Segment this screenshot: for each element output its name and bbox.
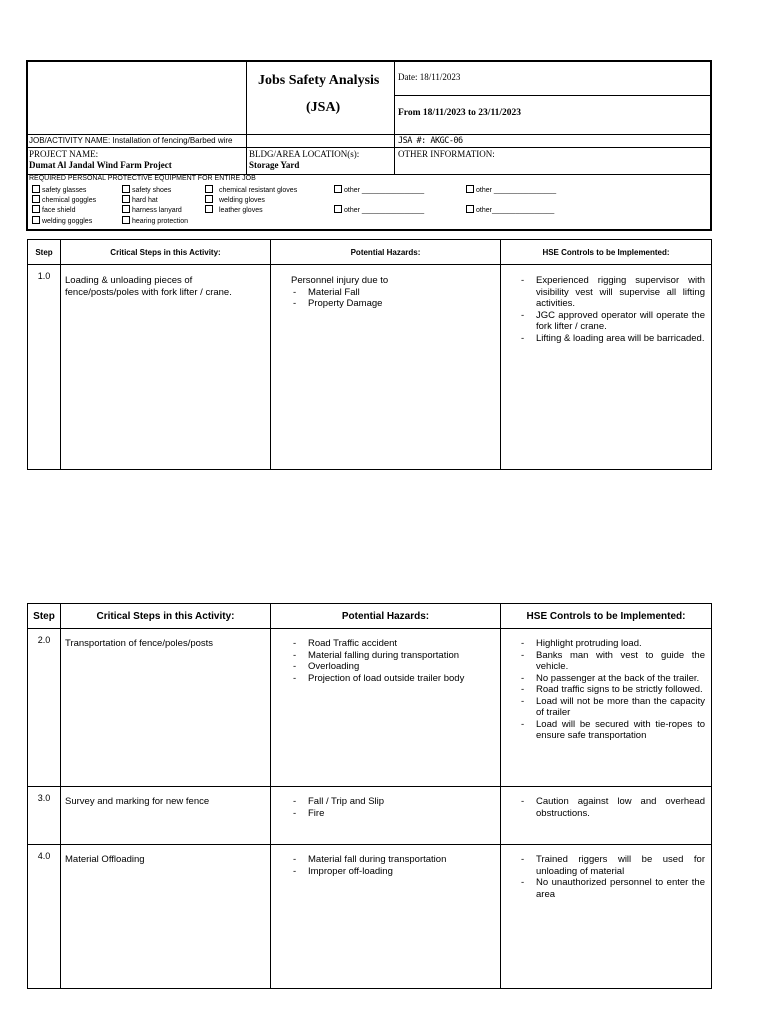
col-header-hse-controls: HSE Controls to be Implemented: [501, 240, 712, 265]
ppe-item-chemical-goggles[interactable]: chemical goggles [32, 195, 96, 205]
control-item: - Load will not be more than the capacity of trailer [519, 696, 705, 719]
jsa-table-2 [27, 603, 712, 989]
activity-cell: Loading & unloading pieces of fence/posts/poles with fork lifter / crane. [61, 265, 271, 470]
control-item: - No passenger at the back of the trailer. [519, 673, 705, 685]
header-divider [28, 147, 712, 148]
table-header-row [28, 604, 712, 629]
checkbox[interactable] [32, 195, 40, 203]
activity-cell: Material Offloading [61, 845, 271, 989]
activity-cell: Transportation of fence/poles/posts [61, 629, 271, 787]
hazard-intro: Personnel injury due to [291, 275, 389, 286]
ppe-item-harness-lanyard[interactable]: harness lanyard [122, 205, 182, 215]
control-item: - Load will be secured with tie-ropes to ensure safe transportation [519, 719, 705, 742]
jsa-label: JSA #: [398, 136, 426, 146]
ppe-item-hearing-protection[interactable]: hearing protection [122, 216, 188, 226]
hazard-item: - Overloading [291, 661, 496, 673]
header-divider [394, 62, 395, 175]
table-row [28, 787, 712, 845]
hazard-item: - Projection of load outside trailer body [291, 673, 496, 685]
col-header-potential-hazards: Potential Hazards: [271, 604, 501, 629]
document-subtitle: (JSA) [306, 100, 341, 115]
jsa-table-1 [27, 239, 712, 470]
checkbox[interactable] [466, 185, 474, 193]
col-header-step: Step [28, 240, 61, 265]
hazard-item: - Material falling during transportation [291, 650, 496, 662]
ppe-item-other[interactable]: other ________________ [466, 185, 556, 195]
control-item: - Highlight protruding load. [519, 638, 705, 650]
checkbox[interactable] [122, 205, 130, 213]
ppe-item-chemical-resistant-gloves[interactable]: chemical resistant gloves [205, 185, 297, 195]
checkbox[interactable] [205, 205, 213, 213]
control-item: - Road traffic signs to be strictly followed. [519, 684, 705, 696]
checkbox[interactable] [32, 216, 40, 224]
hazard-item: - Fire [291, 808, 496, 820]
checkbox[interactable] [334, 205, 342, 213]
date-field [398, 72, 460, 82]
header-divider [394, 95, 712, 96]
hazards-cell [271, 265, 501, 470]
ppe-item-other[interactable]: other ________________ [334, 185, 424, 195]
step-number: 2.0 [28, 629, 61, 787]
hazard-item: - Property Damage [291, 298, 496, 310]
jsa-value: AKGC-06 [430, 136, 463, 146]
hazard-item: - Road Traffic accident [291, 638, 496, 650]
project-label: PROJECT NAME: [29, 149, 99, 159]
checkbox[interactable] [122, 216, 130, 224]
ppe-item-welding-gloves[interactable]: welding gloves [205, 195, 265, 205]
project-value: Dumat Al Jandal Wind Farm Project [29, 160, 172, 170]
controls-cell [501, 845, 712, 989]
bldg-value: Storage Yard [249, 160, 300, 170]
control-item: - Banks man with vest to guide the vehicle. [519, 650, 705, 673]
checkbox[interactable] [32, 205, 40, 213]
ppe-item-safety-shoes[interactable]: safety shoes [122, 185, 171, 195]
jsa-number-field [398, 136, 463, 146]
control-item: - Lifting & loading area will be barricaded. [519, 333, 705, 345]
ppe-item-hard-hat[interactable]: hard hat [122, 195, 158, 205]
other-info-label: OTHER INFORMATION: [398, 149, 495, 159]
hazards-cell [271, 787, 501, 845]
jsa-header-box [26, 60, 712, 231]
header-divider [28, 134, 712, 135]
activity-cell: Survey and marking for new fence [61, 787, 271, 845]
job-label: JOB/ACTIVITY NAME: [29, 136, 111, 145]
col-header-step: Step [28, 604, 61, 629]
table-row [28, 845, 712, 989]
table-row [28, 629, 712, 787]
ppe-label: REQUIRED PERSONAL PROTECTIVE EQUIPMENT FOR ENTIRE JOB [29, 175, 256, 182]
checkbox[interactable] [205, 195, 213, 203]
job-activity-field [29, 136, 233, 145]
step-number: 3.0 [28, 787, 61, 845]
hazards-cell [271, 845, 501, 989]
document-title: Jobs Safety Analysis [258, 73, 380, 88]
table-row [28, 265, 712, 470]
date-label: Date: [398, 72, 418, 82]
hazard-item: - Improper off-loading [291, 866, 496, 878]
checkbox[interactable] [466, 205, 474, 213]
job-value: Installation of fencing/Barbed wire [112, 136, 233, 145]
hazard-item: - Material fall during transportation [291, 854, 496, 866]
col-header-critical-steps: Critical Steps in this Activity: [61, 240, 271, 265]
hazard-item: - Material Fall [291, 287, 496, 299]
control-item: - JGC approved operator will operate the fork lifter / crane. [519, 310, 705, 333]
date-value: 18/11/2023 [419, 72, 461, 82]
ppe-item-other[interactable]: other ________________ [334, 205, 424, 215]
ppe-item-face-shield[interactable]: face shield [32, 205, 75, 215]
table-header-row [28, 240, 712, 265]
col-header-potential-hazards: Potential Hazards: [271, 240, 501, 265]
period-field: From 18/11/2023 to 23/11/2023 [398, 108, 522, 118]
checkbox[interactable] [32, 185, 40, 193]
control-item: - Caution against low and overhead obstructions. [519, 796, 705, 819]
col-header-critical-steps: Critical Steps in this Activity: [61, 604, 271, 629]
checkbox[interactable] [122, 195, 130, 203]
control-item: - Experienced rigging supervisor with visibility vest will supervise all lifting activities. [519, 275, 705, 310]
checkbox[interactable] [122, 185, 130, 193]
step-number: 4.0 [28, 845, 61, 989]
ppe-item-other[interactable]: other________________ [466, 205, 554, 215]
ppe-item-leather-gloves[interactable]: leather gloves [205, 205, 263, 215]
ppe-item-safety-glasses[interactable]: safety glasses [32, 185, 86, 195]
controls-cell [501, 787, 712, 845]
checkbox[interactable] [334, 185, 342, 193]
checkbox[interactable] [205, 185, 213, 193]
header-divider [246, 62, 247, 150]
col-header-hse-controls: HSE Controls to be Implemented: [501, 604, 712, 629]
control-item: - Trained riggers will be used for unloading of material [519, 854, 705, 877]
step-number: 1.0 [28, 265, 61, 470]
hazard-item: - Fall / Trip and Slip [291, 796, 496, 808]
bldg-label: BLDG/AREA LOCATION(s): [249, 149, 360, 159]
controls-cell [501, 265, 712, 470]
ppe-item-welding-goggles[interactable]: welding goggles [32, 216, 92, 226]
header-divider [246, 148, 247, 175]
hazards-cell [271, 629, 501, 787]
controls-cell [501, 629, 712, 787]
control-item: - No unauthorized personnel to enter the area [519, 877, 705, 900]
